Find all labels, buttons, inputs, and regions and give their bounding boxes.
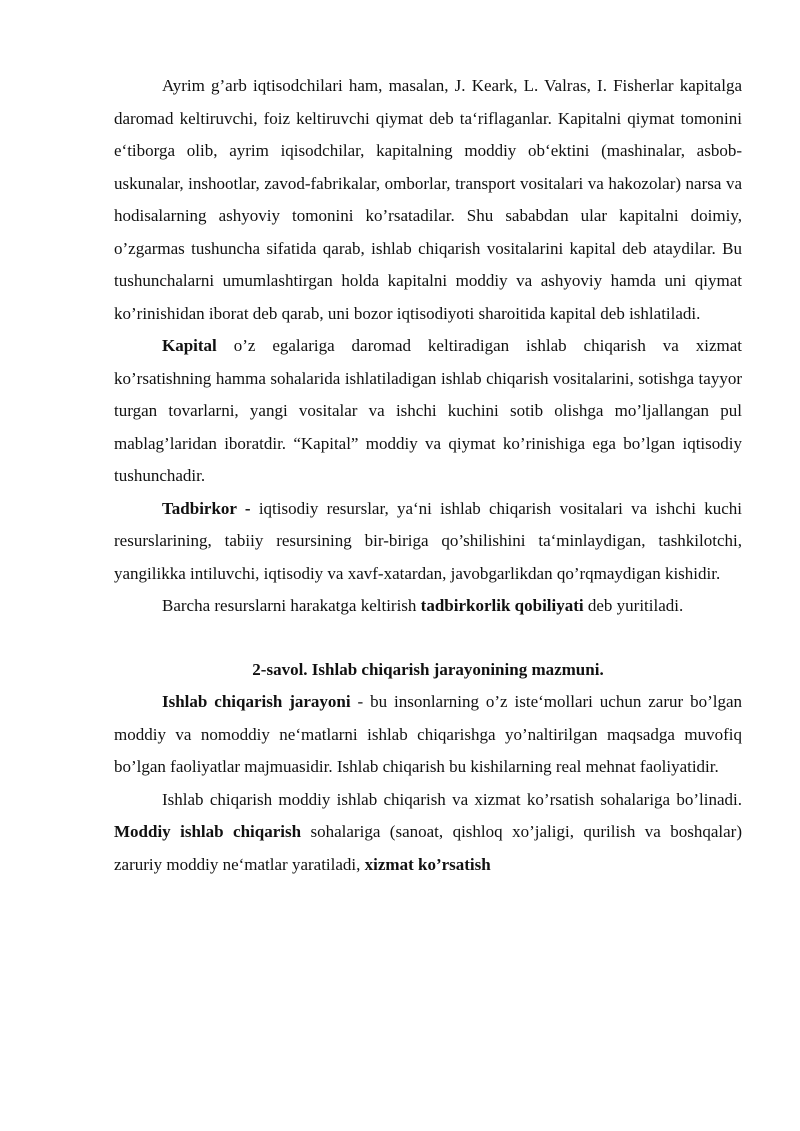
paragraph-ability-after: deb yuritiladi. bbox=[583, 596, 684, 615]
paragraph-entrepreneur bbox=[114, 493, 742, 591]
paragraph-production-process bbox=[114, 686, 742, 784]
term-tadbirkor: Tadbirkor - bbox=[162, 498, 251, 518]
paragraph-capital-text: o’z egalariga daromad keltiradigan ishlab chiqarish va xizmat ko’rsatishning hamma sohalarida ishlatiladigan ishlab chiqarish vositalarini, sotishga tayyor turgan tovarlarni, yangi vositalar va ishchi kuchini sotib olishga mo’ljallangan pul mablag’laridan iboratdir. “Kapital” moddiy va qiymat ko’rinishiga ega bo’lgan iqtisodiy tushunchadir. bbox=[114, 336, 742, 485]
term-moddiy-ishlab-chiqarish: Moddiy ishlab chiqarish bbox=[114, 822, 302, 841]
paragraph-entrepreneurship-ability bbox=[114, 590, 742, 623]
paragraph-capital-definitions: Ayrim g’arb iqtisodchilari ham, masalan, J. Keark, L. Valras, I. Fisherlar kapitalga daromad keltiruvchi, foiz keltiruvchi qiymat deb ta‘riflaganlar. Kapitalni qiymat tomonini e‘tiborga olib, ayrim iqisodchilar, kapitalning moddiy ob‘ektini (mashinalar, asbob-uskunalar, inshootlar, zavod-fabrikalar, omborlar, transport vositalari va hakozolar) narsa va hodisalarning ashyoviy tomonini ko’rsatadilar. Shu sababdan ular kapitalni doimiy, o’zgarmas tushuncha sifatida qarab, ishlab chiqarish vositalarini kapital deb ataydilar. Bu tushunchalarni umumlashtirgan holda kapitalni moddiy va ashyoviy hamda uni qiymat ko’rinishidan iborat deb qarab, uni bozor iqtisodiyoti sharoitida kapital deb ishlatiladi. bbox=[114, 76, 742, 323]
paragraph-spheres-before: Ishlab chiqarish moddiy ishlab chiqarish va xizmat ko’rsatish sohalariga bo’linadi. bbox=[162, 789, 742, 809]
paragraph-production-spheres bbox=[114, 784, 742, 882]
paragraph-entrepreneur-text: iqtisodiy resurslar, ya‘ni ishlab chiqarish vositalari va ishchi kuchi resurslarining, tabiiy resursining bir-biriga qo’shilishini ta‘minlaydigan, tashkilotchi, yangilikka intiluvchi, iqtisodiy va xavf-xatardan, javobgarlikdan qo’rqmaydigan kishidir. bbox=[114, 498, 743, 583]
section-heading: 2-savol. Ishlab chiqarish jarayonining mazmuni. bbox=[252, 659, 604, 679]
term-tadbirkorlik-qobiliyati: tadbirkorlik qobiliyati bbox=[420, 596, 584, 615]
term-ishlab-chiqarish-jarayoni: Ishlab chiqarish jarayoni bbox=[162, 692, 351, 711]
paragraph-capital bbox=[114, 330, 742, 493]
paragraph-spheres-middle: sohalariga (sanoat, qishloq xo’jaligi, qurilish va boshqalar) zaruriy moddiy ne‘matlar yaratiladi, bbox=[114, 822, 743, 874]
paragraph-production-text: - bu insonlarning o’z iste‘mollari uchun zarur bo’lgan moddiy va nomoddiy ne‘matlarni ishlab chiqarishga yo’naltirilgan maqsadga muvofiq bo’lgan faoliyatlar majmuasidir. Ishlab chiqarish bu kishilarning real mehnat faoliyatidir. bbox=[114, 692, 742, 776]
paragraph-ability-before: Barcha resurslarni harakatga keltirish bbox=[162, 596, 421, 615]
term-kapital: Kapital bbox=[162, 336, 217, 355]
term-xizmat-korsatish: xizmat ko’rsatish bbox=[364, 854, 491, 874]
